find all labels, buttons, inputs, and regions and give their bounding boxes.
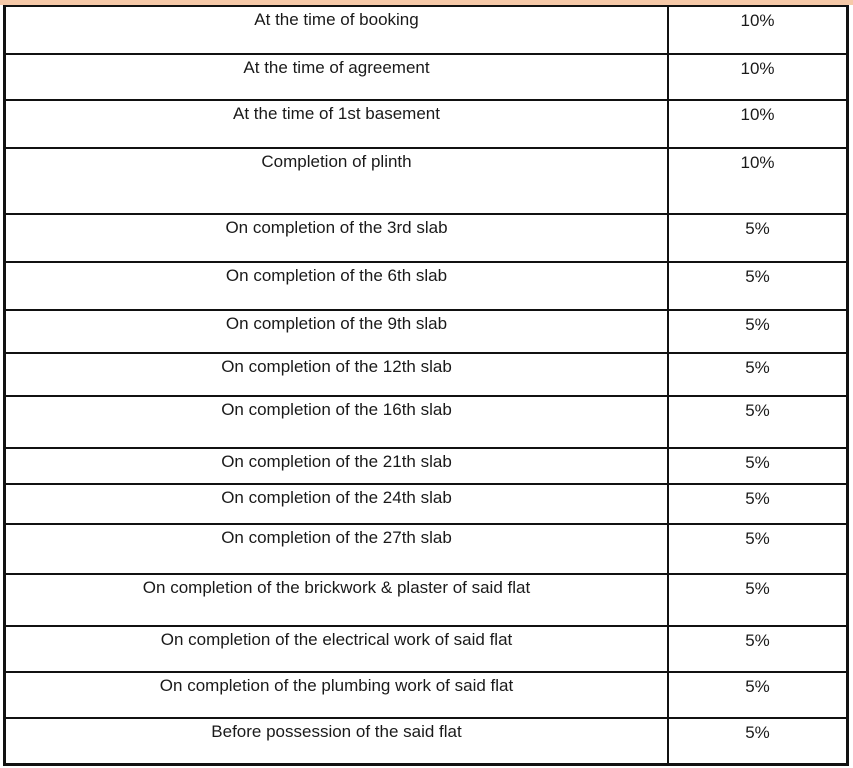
milestone-cell: On completion of the 27th slab xyxy=(5,524,669,574)
percent-cell: 5% xyxy=(668,718,848,764)
percent-cell: 5% xyxy=(668,484,848,524)
milestone-cell: On completion of the 6th slab xyxy=(5,262,669,310)
milestone-cell: On completion of the 24th slab xyxy=(5,484,669,524)
table-row xyxy=(5,396,848,448)
milestone-cell: On completion of the electrical work of said flat xyxy=(5,626,669,672)
percent-cell: 10% xyxy=(668,54,848,100)
percent-cell: 5% xyxy=(668,672,848,718)
table-row xyxy=(5,214,848,262)
table-row xyxy=(5,262,848,310)
percent-cell: 5% xyxy=(668,448,848,484)
table-row xyxy=(5,310,848,353)
table-row xyxy=(5,524,848,574)
percent-cell: 10% xyxy=(668,100,848,148)
percent-cell: 10% xyxy=(668,6,848,54)
percent-cell: 5% xyxy=(668,626,848,672)
percent-cell: 5% xyxy=(668,396,848,448)
milestone-cell: On completion of the 16th slab xyxy=(5,396,669,448)
table-row xyxy=(5,448,848,484)
milestone-cell: Before possession of the said flat xyxy=(5,718,669,764)
milestone-cell: On completion of the 9th slab xyxy=(5,310,669,353)
table-row xyxy=(5,100,848,148)
percent-cell: 5% xyxy=(668,574,848,626)
milestone-cell: At the time of booking xyxy=(5,6,669,54)
milestone-cell: On completion of the 3rd slab xyxy=(5,214,669,262)
milestone-cell: Completion of plinth xyxy=(5,148,669,214)
table-row xyxy=(5,6,848,54)
milestone-cell: On completion of the 21th slab xyxy=(5,448,669,484)
percent-cell: 5% xyxy=(668,262,848,310)
percent-cell: 5% xyxy=(668,310,848,353)
milestone-cell: On completion of the 12th slab xyxy=(5,353,669,396)
milestone-cell: At the time of 1st basement xyxy=(5,100,669,148)
milestone-cell: At the time of agreement xyxy=(5,54,669,100)
percent-cell: 5% xyxy=(668,353,848,396)
table-row xyxy=(5,54,848,100)
table-row xyxy=(5,574,848,626)
percent-cell: 5% xyxy=(668,214,848,262)
percent-cell: 10% xyxy=(668,148,848,214)
table-row xyxy=(5,672,848,718)
milestone-cell: On completion of the plumbing work of said flat xyxy=(5,672,669,718)
milestone-cell: On completion of the brickwork & plaster of said flat xyxy=(5,574,669,626)
table-row xyxy=(5,718,848,764)
table-row xyxy=(5,626,848,672)
table-row xyxy=(5,484,848,524)
table-row xyxy=(5,148,848,214)
payment-schedule-table xyxy=(3,5,849,766)
table-row xyxy=(5,353,848,396)
percent-cell: 5% xyxy=(668,524,848,574)
